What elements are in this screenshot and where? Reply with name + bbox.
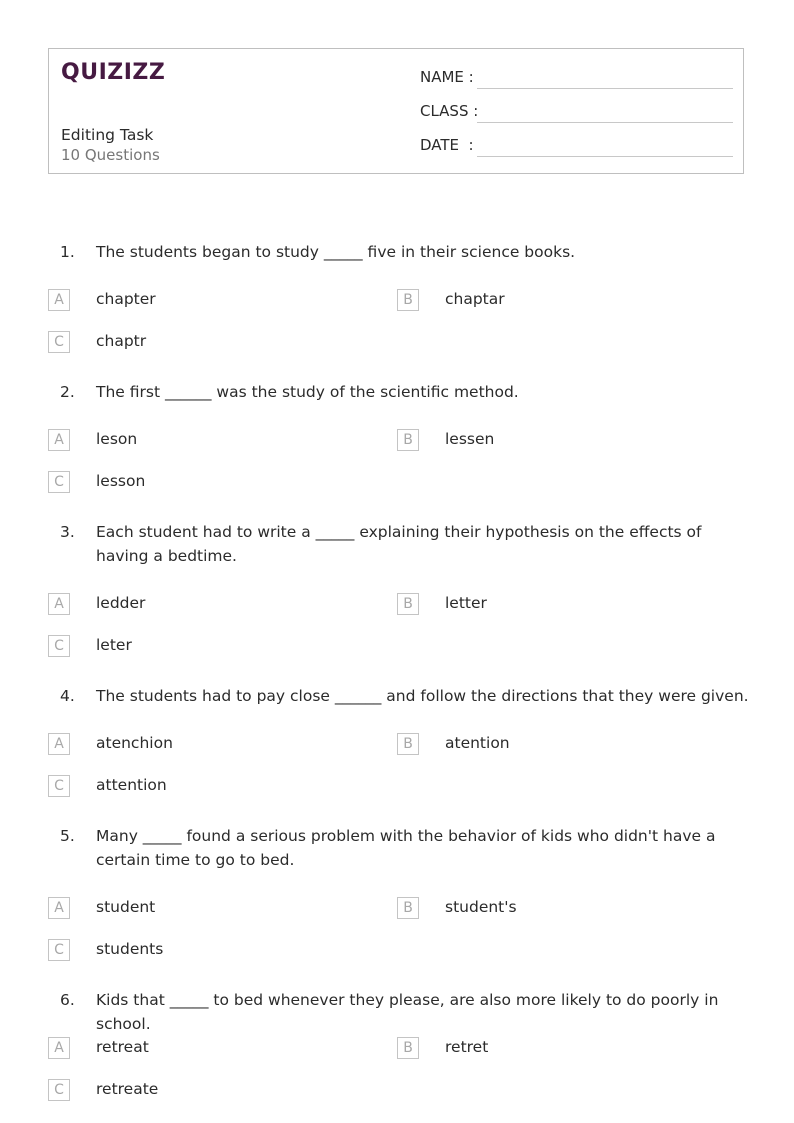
option-letter: C (48, 331, 70, 353)
worksheet-header (48, 48, 744, 174)
option-letter: B (397, 1037, 419, 1059)
quizizz-logo: QUIZIZZ (61, 60, 166, 85)
option-text: chaptr (96, 332, 147, 350)
question-number: 6. (60, 991, 75, 1009)
class-line (477, 122, 733, 123)
option-text: chapter (96, 290, 156, 308)
name-line (477, 88, 733, 89)
date-label: DATE : (420, 136, 474, 154)
option-letter: C (48, 1079, 70, 1101)
question-text: The students began to study _____ five in their science books. (96, 243, 576, 261)
question-number: 1. (60, 243, 75, 261)
option-text: ledder (96, 594, 146, 612)
option-text: retreat (96, 1038, 149, 1056)
option-letter: A (48, 733, 70, 755)
option-text: leter (96, 636, 132, 654)
name-label: NAME : (420, 68, 474, 86)
option-text: attention (96, 776, 167, 794)
question-number: 5. (60, 827, 75, 845)
option-text: letter (445, 594, 487, 612)
question-count: 10 Questions (61, 146, 160, 164)
option-letter: A (48, 429, 70, 451)
option-text: lesson (96, 472, 146, 490)
question-text: Kids that _____ to bed whenever they please, are also more likely to do poorly in school. (96, 991, 719, 1033)
option-letter: A (48, 1037, 70, 1059)
option-letter: C (48, 635, 70, 657)
date-line (477, 156, 733, 157)
option-text: atention (445, 734, 510, 752)
option-text: atenchion (96, 734, 173, 752)
option-letter: B (397, 897, 419, 919)
question-text: Each student had to write a _____ explaining their hypothesis on the effects of having a bedtime. (96, 523, 702, 565)
option-letter: A (48, 289, 70, 311)
option-text: lessen (445, 430, 495, 448)
option-text: student's (445, 898, 517, 916)
question-number: 3. (60, 523, 75, 541)
option-text: students (96, 940, 164, 958)
option-letter: B (397, 593, 419, 615)
option-text: student (96, 898, 156, 916)
question-text: Many _____ found a serious problem with the behavior of kids who didn't have a certain time to go to bed. (96, 827, 716, 869)
option-letter: B (397, 289, 419, 311)
question-text: The first ______ was the study of the scientific method. (96, 383, 519, 401)
option-letter: A (48, 897, 70, 919)
question-number: 4. (60, 687, 75, 705)
question-text: The students had to pay close ______ and follow the directions that they were given. (96, 687, 749, 705)
question-number: 2. (60, 383, 75, 401)
option-text: leson (96, 430, 138, 448)
class-label: CLASS : (420, 102, 479, 120)
option-letter: C (48, 939, 70, 961)
option-letter: A (48, 593, 70, 615)
option-text: chaptar (445, 290, 505, 308)
option-letter: B (397, 429, 419, 451)
option-letter: C (48, 775, 70, 797)
option-text: retret (445, 1038, 489, 1056)
option-letter: C (48, 471, 70, 493)
worksheet-title: Editing Task (61, 126, 154, 144)
option-letter: B (397, 733, 419, 755)
option-text: retreate (96, 1080, 159, 1098)
